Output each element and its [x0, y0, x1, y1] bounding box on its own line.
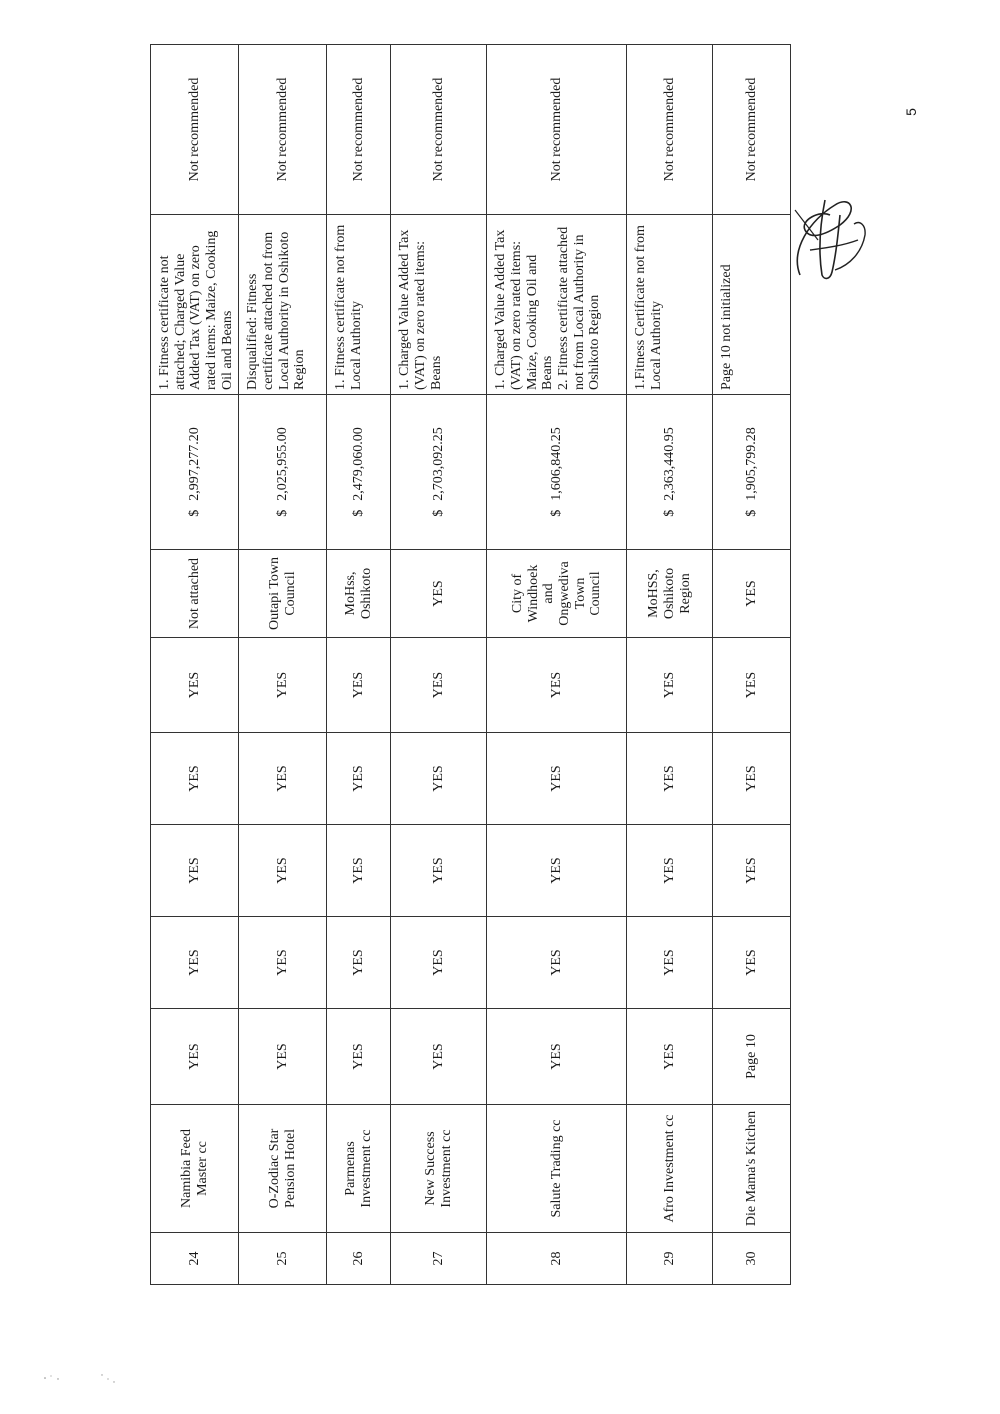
- bidder-name-cell: Parmenas Investment cc: [327, 1105, 391, 1233]
- bid-evaluation-table: [150, 44, 791, 1285]
- table-row: [151, 45, 239, 1285]
- row-number-cell: 24: [151, 1233, 239, 1285]
- scan-specks: [40, 1370, 130, 1390]
- criterion-1-cell: Page 10: [713, 1009, 791, 1105]
- criterion-3-cell: YES: [151, 825, 239, 917]
- criterion-4-cell: YES: [713, 733, 791, 825]
- bidder-name-cell: Namibia Feed Master cc: [151, 1105, 239, 1233]
- amount-value: 2,479,060.00: [351, 427, 367, 501]
- criterion-3-cell: YES: [713, 825, 791, 917]
- table-row: [627, 45, 713, 1285]
- fitness-certificate-cell: MoHSS, Oshikoto Region: [627, 550, 713, 638]
- fitness-certificate-cell: Not attached: [151, 550, 239, 638]
- criterion-4-cell: YES: [151, 733, 239, 825]
- recommendation-cell: Not recommended: [239, 45, 327, 215]
- rotated-table-container: [150, 45, 790, 1285]
- currency-symbol: $: [662, 509, 678, 517]
- bidder-name-cell: Die Mama's Kitchen: [713, 1105, 791, 1233]
- amount-value: 1,905,799.28: [744, 427, 760, 501]
- amount-value: 2,997,277.20: [186, 427, 202, 501]
- criterion-2-cell: YES: [391, 917, 487, 1009]
- row-number-cell: 27: [391, 1233, 487, 1285]
- criterion-3-cell: YES: [391, 825, 487, 917]
- table-row: [487, 45, 627, 1285]
- amount-value: 2,363,440.95: [662, 427, 678, 501]
- fitness-certificate-cell: YES: [391, 550, 487, 638]
- currency-symbol: $: [186, 509, 202, 517]
- criterion-5-cell: YES: [327, 638, 391, 733]
- criterion-2-cell: YES: [487, 917, 627, 1009]
- bidder-name-cell: O-Zodiac Star Pension Hotel: [239, 1105, 327, 1233]
- row-number-cell: 28: [487, 1233, 627, 1285]
- table-row: [327, 45, 391, 1285]
- criterion-2-cell: YES: [327, 917, 391, 1009]
- criterion-2-cell: YES: [239, 917, 327, 1009]
- currency-symbol: $: [744, 509, 760, 517]
- bid-amount-cell: [151, 395, 239, 550]
- recommendation-cell: Not recommended: [713, 45, 791, 215]
- criterion-5-cell: YES: [151, 638, 239, 733]
- recommendation-cell: Not recommended: [391, 45, 487, 215]
- bid-amount-cell: [239, 395, 327, 550]
- criterion-4-cell: YES: [487, 733, 627, 825]
- currency-symbol: $: [431, 509, 447, 517]
- row-number-cell: 29: [627, 1233, 713, 1285]
- criterion-2-cell: YES: [713, 917, 791, 1009]
- table-row: [391, 45, 487, 1285]
- remarks-cell: Page 10 not initialized: [713, 215, 791, 395]
- criterion-1-cell: YES: [391, 1009, 487, 1105]
- criterion-2-cell: YES: [151, 917, 239, 1009]
- criterion-5-cell: YES: [627, 638, 713, 733]
- amount-value: 1,606,840.25: [549, 427, 565, 501]
- remarks-cell: 1. Fitness certificate not attached; Charged Value Added Tax (VAT) on zero rated items: Maize, Cooking Oil and Beans: [151, 215, 239, 395]
- criterion-4-cell: YES: [391, 733, 487, 825]
- criterion-3-cell: YES: [239, 825, 327, 917]
- table-body: [151, 45, 791, 1285]
- currency-symbol: $: [275, 509, 291, 517]
- fitness-certificate-cell: Outapi Town Council: [239, 550, 327, 638]
- fitness-certificate-cell: YES: [713, 550, 791, 638]
- remarks-cell: 1. Fitness certificate not from Local Authority: [327, 215, 391, 395]
- row-number-cell: 26: [327, 1233, 391, 1285]
- criterion-5-cell: YES: [487, 638, 627, 733]
- criterion-3-cell: YES: [327, 825, 391, 917]
- row-number-cell: 30: [713, 1233, 791, 1285]
- currency-symbol: $: [549, 509, 565, 517]
- criterion-1-cell: YES: [239, 1009, 327, 1105]
- criterion-3-cell: YES: [627, 825, 713, 917]
- criterion-1-cell: YES: [151, 1009, 239, 1105]
- bid-amount-cell: [327, 395, 391, 550]
- criterion-5-cell: YES: [391, 638, 487, 733]
- bidder-name-cell: Afro Investment cc: [627, 1105, 713, 1233]
- recommendation-cell: Not recommended: [487, 45, 627, 215]
- bid-amount-cell: [627, 395, 713, 550]
- recommendation-cell: Not recommended: [327, 45, 391, 215]
- criterion-2-cell: YES: [627, 917, 713, 1009]
- recommendation-cell: Not recommended: [151, 45, 239, 215]
- amount-value: 2,025,955.00: [275, 427, 291, 501]
- criterion-3-cell: YES: [487, 825, 627, 917]
- handwritten-signature: [780, 180, 870, 290]
- criterion-4-cell: YES: [627, 733, 713, 825]
- criterion-4-cell: YES: [327, 733, 391, 825]
- currency-symbol: $: [351, 509, 367, 517]
- bidder-name-cell: New Success Investment cc: [391, 1105, 487, 1233]
- criterion-1-cell: YES: [487, 1009, 627, 1105]
- bid-amount-cell: [487, 395, 627, 550]
- criterion-4-cell: YES: [239, 733, 327, 825]
- table-row: [239, 45, 327, 1285]
- amount-value: 2,703,092.25: [431, 427, 447, 501]
- bid-amount-cell: [713, 395, 791, 550]
- remarks-cell: 1.Fitness Certificate not from Local Authority: [627, 215, 713, 395]
- remarks-cell: 1. Charged Value Added Tax (VAT) on zero rated items: Maize, Cooking Oil and Beans 2. Fitness certificate attached not from Local Authority in Oshikoto Region: [487, 215, 627, 395]
- bid-amount-cell: [391, 395, 487, 550]
- criterion-1-cell: YES: [327, 1009, 391, 1105]
- row-number-cell: 25: [239, 1233, 327, 1285]
- remarks-cell: 1. Charged Value Added Tax (VAT) on zero rated items: Beans: [391, 215, 487, 395]
- criterion-5-cell: YES: [239, 638, 327, 733]
- page-number: 5: [903, 108, 919, 116]
- recommendation-cell: Not recommended: [627, 45, 713, 215]
- fitness-certificate-cell: MoHss, Oshikoto: [327, 550, 391, 638]
- fitness-certificate-cell: City of Windhoek and Ongwediva Town Council: [487, 550, 627, 638]
- remarks-cell: Disqualified: Fitness certificate attached not from Local Authority in Oshikoto Region: [239, 215, 327, 395]
- criterion-5-cell: YES: [713, 638, 791, 733]
- bidder-name-cell: Salute Trading cc: [487, 1105, 627, 1233]
- criterion-1-cell: YES: [627, 1009, 713, 1105]
